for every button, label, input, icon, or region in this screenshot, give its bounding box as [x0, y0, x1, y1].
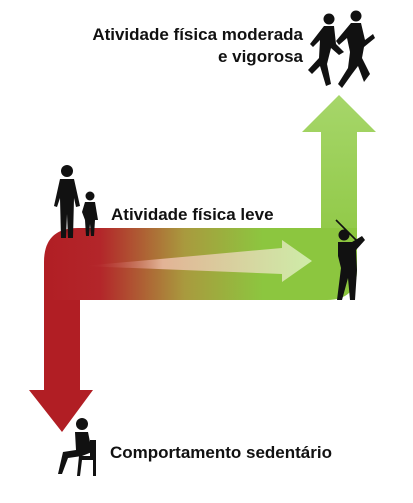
adult-child-silhouette-icon: [54, 165, 98, 238]
vigorous-activity-label-line2: e vigorosa: [217, 47, 303, 66]
vigorous-activity-label-line1: Atividade física moderada: [92, 25, 303, 44]
runners-silhouette-icon: [308, 11, 375, 89]
sedentary-behavior-label: Comportamento sedentário: [110, 443, 332, 462]
vigorous-activity-label: [63, 24, 303, 68]
light-activity-label: Atividade física leve: [111, 205, 274, 224]
